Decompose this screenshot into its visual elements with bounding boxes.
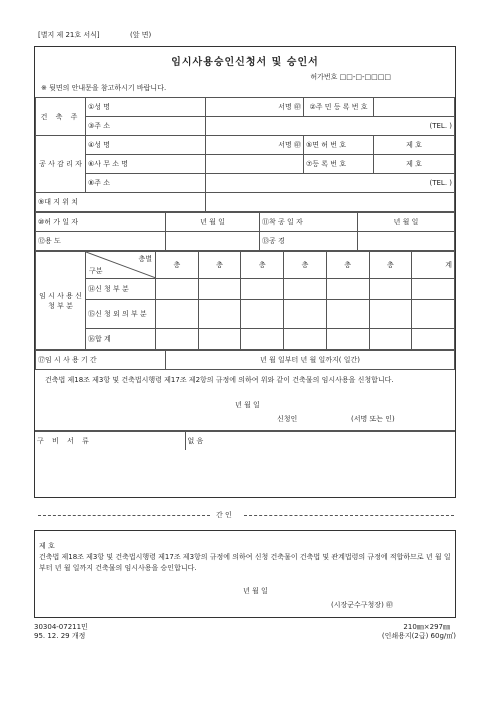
statement-applicant: 신청인 xyxy=(277,415,298,423)
usage-cell[interactable] xyxy=(284,329,327,350)
supervisor-license-field[interactable]: 제 호 xyxy=(374,136,455,155)
supervisor-office-field[interactable] xyxy=(206,155,304,174)
floor-col-6: 층 xyxy=(369,252,412,279)
revision-date: 95. 12. 29 개정 xyxy=(34,632,86,640)
start-date-label: ⑪착 공 일 자 xyxy=(260,213,358,232)
owner-sign[interactable]: 서명 ㊞ xyxy=(206,98,304,117)
paper-spec: (인쇄용지(2급) 60g/㎡) xyxy=(381,632,456,640)
page-side: (앞 면) xyxy=(130,31,152,39)
floor-col-total: 계 xyxy=(412,252,455,279)
usage-cell[interactable] xyxy=(198,300,241,329)
owner-group-label: 건 축 주 xyxy=(36,98,86,136)
form-title: 임시사용승인신청서 및 승인서 xyxy=(171,57,319,68)
permit-date-field[interactable]: 년 월 일 xyxy=(166,213,260,232)
application-form xyxy=(34,46,456,498)
usage-cell[interactable] xyxy=(326,329,369,350)
approval-date: 년 월 일 xyxy=(243,587,268,595)
usage-cell[interactable] xyxy=(369,279,412,300)
owner-name-label: ①성 명 xyxy=(86,98,206,117)
floor-col-2: 층 xyxy=(198,252,241,279)
cut-line-right xyxy=(244,515,454,516)
use-field[interactable] xyxy=(166,232,260,251)
supervisor-reg-label: ⑦등 록 번 호 xyxy=(304,155,374,174)
supervisor-license-label: ⑤면 허 번 호 xyxy=(304,136,374,155)
usage-cell[interactable] xyxy=(156,329,199,350)
usage-cell[interactable] xyxy=(412,279,455,300)
owner-address-label: ③주 소 xyxy=(86,117,206,136)
approval-text: 건축법 제18조 제3항 및 건축법시행령 제17조 제3항의 규정에 의하여 신청 건축물이 건축법 및 관계법령의 규정에 적합하므로 년 월 일부터 년 월 일까지 건축물의 임시사용을 승인합니다. xyxy=(39,553,451,572)
statement-sign[interactable]: (서명 또는 인) xyxy=(351,415,395,423)
supervisor-name-label: ④성 명 xyxy=(86,136,206,155)
applicant-table xyxy=(35,97,455,212)
period-field[interactable]: 년 월 일부터 년 월 일까지( 일간) xyxy=(166,351,455,370)
use-label: ⑫용 도 xyxy=(36,232,166,251)
supervisor-group-label: 공 사 감 리 자 xyxy=(36,136,86,193)
floor-col-4: 층 xyxy=(284,252,327,279)
usage-cell[interactable] xyxy=(369,300,412,329)
statement-text: 건축법 제18조 제3항 및 건축법시행령 제17조 제2항의 규정에 의하여 위와 같이 건축물의 임시사용을 신청합니다. xyxy=(45,376,394,384)
usage-table xyxy=(35,251,455,350)
approval-section xyxy=(34,530,456,618)
usage-diagonal-header xyxy=(86,252,156,279)
usage-cell[interactable] xyxy=(284,300,327,329)
owner-rrn-label: ②주 민 등 록 번 호 xyxy=(304,98,374,117)
usage-cell[interactable] xyxy=(198,329,241,350)
usage-cell[interactable] xyxy=(326,279,369,300)
usage-group-label: 임 시 사 용 신 청 부 분 xyxy=(36,252,86,350)
usage-cell[interactable] xyxy=(284,279,327,300)
guide-note: ※ 뒷면의 안내문을 참고하시기 바랍니다. xyxy=(41,84,167,92)
site-location-label: ⑨대 지 위 치 xyxy=(36,193,206,212)
usage-cell[interactable] xyxy=(156,279,199,300)
site-location-field[interactable] xyxy=(206,193,455,212)
supervisor-address-label: ⑧주 소 xyxy=(86,174,206,193)
division-header: 구분 xyxy=(89,267,103,275)
cut-line-left xyxy=(38,515,210,516)
floor-col-5: 층 xyxy=(326,252,369,279)
docs-table xyxy=(35,431,455,450)
floor-col-3: 층 xyxy=(241,252,284,279)
usage-cell[interactable] xyxy=(412,329,455,350)
usage-cell[interactable] xyxy=(412,300,455,329)
usage-cell[interactable] xyxy=(369,329,412,350)
usage-cell[interactable] xyxy=(326,300,369,329)
start-date-field[interactable]: 년 월 일 xyxy=(358,213,455,232)
supervisor-address-field[interactable]: (TEL. ) xyxy=(206,174,455,193)
docs-label: 구 비 서 류 xyxy=(35,432,185,451)
usage-cell[interactable] xyxy=(156,300,199,329)
cut-label: 간 인 xyxy=(216,511,232,519)
usage-cell[interactable] xyxy=(241,329,284,350)
usage-row-total: ⑯합 계 xyxy=(86,329,156,350)
floor-header: 층별 xyxy=(138,255,152,263)
usage-cell[interactable] xyxy=(198,279,241,300)
permit-date-label: ⑩허 가 일 자 xyxy=(36,213,166,232)
period-label: ⑰임 시 사 용 기 간 xyxy=(36,351,166,370)
approval-authority: (시장군수구청장) ㊞ xyxy=(331,601,394,609)
statement-section xyxy=(35,370,455,431)
approval-number: 제 호 xyxy=(39,542,55,550)
structure-field[interactable] xyxy=(358,232,455,251)
owner-address-field[interactable]: (TEL. ) xyxy=(206,117,455,136)
paper-size: 210㎜×297㎜ xyxy=(403,623,450,631)
supervisor-reg-field[interactable]: 제 호 xyxy=(374,155,455,174)
usage-row-other: ⑮신 청 외 의 부 분 xyxy=(86,300,156,329)
period-table xyxy=(35,350,455,370)
supervisor-office-label: ⑥사 무 소 명 xyxy=(86,155,206,174)
form-code: 30304-07211민 xyxy=(34,623,88,631)
usage-cell[interactable] xyxy=(241,279,284,300)
permit-number: 허가번호 □□-□-□□□□ xyxy=(310,73,391,81)
owner-rrn-field[interactable] xyxy=(374,98,455,117)
form-number: [별지 제 21호 서식] xyxy=(38,31,100,39)
dates-table xyxy=(35,212,455,251)
supervisor-sign[interactable]: 서명 ㊞ xyxy=(206,136,304,155)
statement-date[interactable]: 년 월 일 xyxy=(235,401,260,409)
usage-cell[interactable] xyxy=(241,300,284,329)
floor-col-1: 층 xyxy=(156,252,199,279)
structure-label: ⑬공 경 xyxy=(260,232,358,251)
docs-value: 없 음 xyxy=(185,432,455,451)
usage-row-applied: ⑭신 청 부 분 xyxy=(86,279,156,300)
